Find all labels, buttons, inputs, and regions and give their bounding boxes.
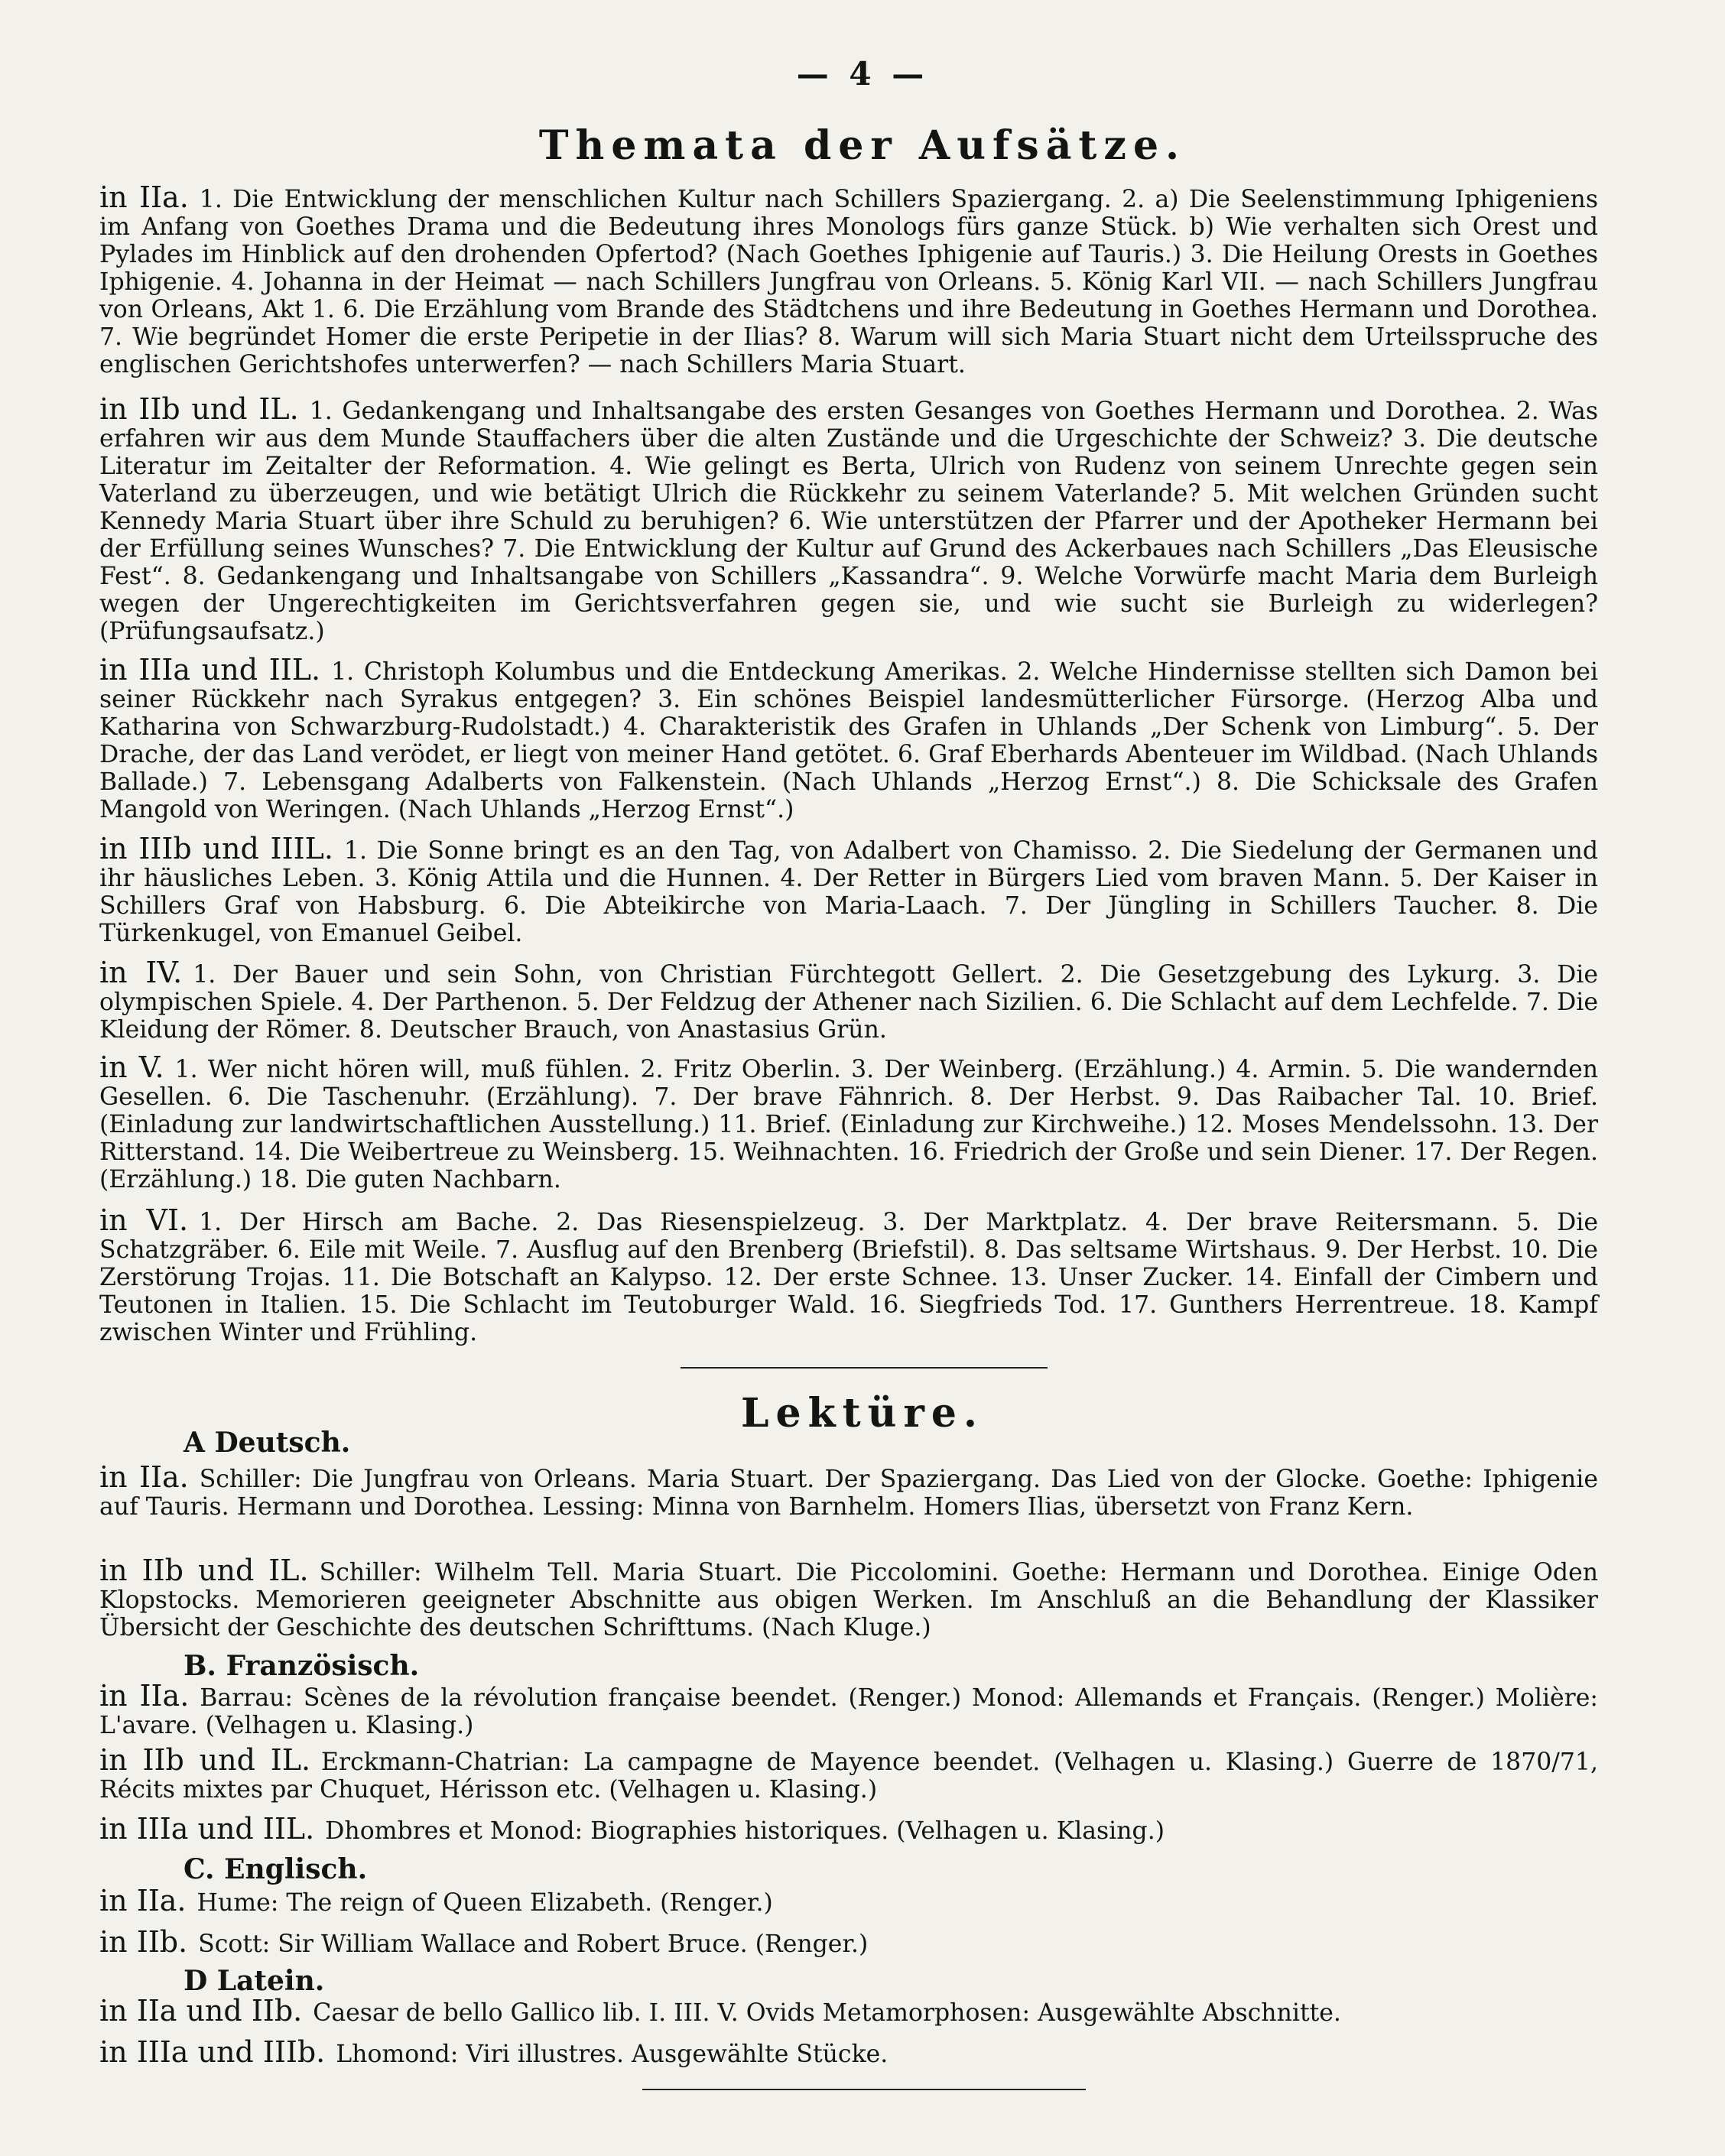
divider: [681, 1367, 1048, 1369]
aufsatz-entry: [99, 956, 1598, 1044]
class-label: in IIb und IL.: [99, 392, 299, 426]
entry-text: 1. Der Hirsch am Bache. 2. Das Riesenspielzeug. 3. Der Marktplatz. 4. Der brave Reitersmann. 5. Die Schatzgräber. 6. Eile mit Weile. 7. Ausflug auf den Brenberg (Briefstil). 8. Das seltsame Wirtshaus. 9. Der Herbst. 10. Die Zerstörung Trojas. 11. Die Botschaft an Kalypso. 12. Der erste Schnee. 13. Unser Zucker. 14. Einfall der Cimbern und Teutonen in Italien. 15. Die Schlacht im Teutoburger Wald. 16. Siegfrieds Tod. 17. Gunthers Herrentreue. 18. Kampf zwischen Winter und Frühling.: [99, 1209, 1598, 1346]
entry-text: Erckmann-Chatrian: La campagne de Mayence beendet. (Velhagen u. Klasing.) Guerre de 1870/71, Récits mixtes par Chuquet, Hérisson etc. (Velhagen u. Klasing.): [99, 1749, 1598, 1804]
aufsatz-entry: [99, 180, 1598, 378]
lektuere-entry: [99, 1679, 1598, 1739]
lektuere-entry: [99, 1812, 1598, 1846]
class-label: in IIa.: [99, 1884, 187, 1917]
aufsatz-entry: [99, 653, 1598, 823]
class-label: in IIa.: [99, 1679, 190, 1713]
page-title: Themata der Aufsätze.: [538, 122, 1187, 169]
class-label: in VI.: [99, 1203, 189, 1237]
lektuere-entry: [99, 2035, 1598, 2069]
page-number: — 4 —: [796, 55, 929, 93]
class-label: in IV.: [99, 956, 183, 989]
class-label: in IIb und IL.: [99, 1554, 309, 1587]
aufsatz-entry: [99, 1203, 1598, 1346]
lektuere-entry: [99, 1994, 1598, 2028]
class-label: in V.: [99, 1050, 164, 1084]
section-heading-latein: D Latein.: [184, 1965, 325, 1997]
class-label: in IIIb und IIIL.: [99, 832, 333, 865]
entry-text: Lhomond: Viri illustres. Ausgewählte Stücke.: [336, 2041, 888, 2068]
entry-text: 1. Die Sonne bringt es an den Tag, von Adalbert von Chamisso. 2. Die Siedelung der Germanen und ihr häusliches Leben. 3. König Attila und die Hunnen. 4. Der Retter in Bürgers Lied vom braven Mann. 5. Der Kaiser in Schillers Graf von Habsburg. 6. Die Abteikirche von Maria-Laach. 7. Der Jüngling in Schillers Taucher. 8. Die Türkenkugel, von Emanuel Geibel.: [99, 837, 1598, 947]
class-label: in IIa und IIb.: [99, 1994, 303, 2028]
class-label: in IIIa und IIL.: [99, 653, 321, 687]
lektuere-heading: Lektüre.: [740, 1390, 985, 1437]
aufsatz-entry: [99, 1050, 1598, 1193]
entry-text: 1. Christoph Kolumbus und die Entdeckung Amerikas. 2. Welche Hindernisse stellten sich Damon bei seiner Rückkehr nach Syrakus entgegen? 3. Ein schönes Beispiel landesmütterlicher Fürsorge. (Herzog Alba und Katharina von Schwarzburg-Rudolstadt.) 4. Charakteristik des Grafen in Uhlands „Der Schenk von Limburg“. 5. Der Drache, der das Land verödet, er liegt von meiner Hand getötet. 6. Graf Eberhards Abenteuer im Wildbad. (Nach Uhlands Ballade.) 7. Lebensgang Adalberts von Falkenstein. (Nach Uhlands „Herzog Ernst“.) 8. Die Schicksale des Grafen Mangold von Weringen. (Nach Uhlands „Herzog Ernst“.): [99, 658, 1598, 823]
class-label: in IIIa und IIIb.: [99, 2035, 326, 2069]
entry-text: Dhombres et Monod: Biographies historiques. (Velhagen u. Klasing.): [325, 1817, 1165, 1845]
entry-text: 1. Gedankengang und Inhaltsangabe des ersten Gesanges von Goethes Hermann und Dorothea. 2. Was erfahren wir aus dem Munde Stauffachers über die alten Zustände und die Urgeschichte der Schweiz? 3. Die deutsche Literatur im Zeitalter der Reformation. 4. Wie gelingt es Berta, Ulrich von Rudenz von seinem Unrechte gegen sein Vaterland zu überzeugen, und wie betätigt Ulrich die Rückkehr zu seinem Vaterlande? 5. Mit welchen Gründen sucht Kennedy Maria Stuart über ihre Schuld zu beruhigen? 6. Wie unterstützen der Pfarrer und der Apotheker Hermann bei der Erfüllung seines Wunsches? 7. Die Entwicklung der Kultur auf Grund des Ackerbaues nach Schillers „Das Eleusische Fest“. 8. Gedankengang und Inhaltsangabe von Schillers „Kassandra“. 9. Welche Vorwürfe macht Maria dem Burleigh wegen der Ungerechtigkeiten im Gerichtsverfahren gegen sie, und wie sucht sie Burleigh zu widerlegen? (Prüfungsaufsatz.): [99, 398, 1598, 645]
entry-text: Schiller: Wilhelm Tell. Maria Stuart. Die Piccolomini. Goethe: Hermann und Dorothea. Einige Oden Klopstocks. Memorieren geeigneter Abschnitte aus obigen Werken. Im Anschluß an die Behandlung der Klassiker Übersicht der Geschichte des deutschen Schrifttums. (Nach Kluge.): [99, 1559, 1598, 1641]
section-heading-franzoesisch: B. Französisch.: [184, 1650, 420, 1682]
class-label: in IIIa und IIL.: [99, 1812, 315, 1846]
aufsatz-entry: [99, 832, 1598, 947]
lektuere-entry: [99, 1743, 1598, 1804]
lektuere-entry: [99, 1460, 1598, 1521]
bottom-divider: [642, 2089, 1086, 2090]
entry-text: Schiller: Die Jungfrau von Orleans. Maria Stuart. Der Spaziergang. Das Lied von der Glocke. Goethe: Iphigenie auf Tauris. Hermann und Dorothea. Lessing: Minna von Barnhelm. Homers Ilias, übersetzt von Franz Kern.: [99, 1466, 1598, 1521]
entry-text: Scott: Sir William Wallace and Robert Bruce. (Renger.): [198, 1930, 869, 1958]
entry-text: Caesar de bello Gallico lib. I. III. V. Ovids Metamorphosen: Ausgewählte Abschnitte.: [313, 1999, 1341, 2027]
class-label: in IIb.: [99, 1925, 188, 1959]
class-label: in IIa.: [99, 180, 189, 214]
section-heading-englisch: C. Englisch.: [184, 1853, 368, 1885]
class-label: in IIa.: [99, 1460, 189, 1494]
lektuere-entry: [99, 1884, 1598, 1917]
entry-text: 1. Die Entwicklung der menschlichen Kultur nach Schillers Spaziergang. 2. a) Die Seelenstimmung Iphigeniens im Anfang von Goethes Drama und die Bedeutung ihres Monologs fürs ganze Stück. b) Wie verhalten sich Orest und Pylades im Hinblick auf den drohenden Opfertod? (Nach Goethes Iphigenie auf Tauris.) 3. Die Heilung Orests in Goethes Iphigenie. 4. Johanna in der Heimat — nach Schillers Jungfrau von Orleans. 5. König Karl VII. — nach Schillers Jungfrau von Orleans, Akt 1. 6. Die Erzählung vom Brande des Städtchens und ihre Bedeutung in Goethes Hermann und Dorothea. 7. Wie begründet Homer die erste Peripetie in der Ilias? 8. Warum will sich Maria Stuart nicht dem Urteilsspruche des englischen Gerichtshofes unterwerfen? — nach Schillers Maria Stuart.: [99, 186, 1598, 378]
lektuere-entry: [99, 1554, 1598, 1641]
entry-text: Barrau: Scènes de la révolution française beendet. (Renger.) Monod: Allemands et Français. (Renger.) Molière: L'avare. (Velhagen u. Klasing.): [99, 1684, 1598, 1739]
entry-text: 1. Wer nicht hören will, muß fühlen. 2. Fritz Oberlin. 3. Der Weinberg. (Erzählung.) 4. Armin. 5. Die wandernden Gesellen. 6. Die Taschenuhr. (Erzählung). 7. Der brave Fähnrich. 8. Der Herbst. 9. Das Raibacher Tal. 10. Brief. (Einladung zur landwirtschaftlichen Ausstellung.) 11. Brief. (Einladung zur Kirchweihe.) 12. Moses Mendelssohn. 13. Der Ritterstand. 14. Die Weibertreue zu Weinsberg. 15. Weihnachten. 16. Friedrich der Große und sein Diener. 17. Der Regen. (Erzählung.) 18. Die guten Nachbarn.: [99, 1056, 1598, 1193]
entry-text: 1. Der Bauer und sein Sohn, von Christian Fürchtegott Gellert. 2. Die Gesetzgebung des Lykurg. 3. Die olympischen Spiele. 4. Der Parthenon. 5. Der Feldzug der Athener nach Sizilien. 6. Die Schlacht auf dem Lechfelde. 7. Die Kleidung der Römer. 8. Deutscher Brauch, von Anastasius Grün.: [99, 961, 1598, 1044]
section-heading-deutsch: A Deutsch.: [184, 1427, 351, 1459]
class-label: in IIb und IL.: [99, 1743, 311, 1777]
aufsatz-entry: [99, 392, 1598, 645]
entry-text: Hume: The reign of Queen Elizabeth. (Renger.): [197, 1889, 773, 1917]
lektuere-entry: [99, 1925, 1598, 1959]
